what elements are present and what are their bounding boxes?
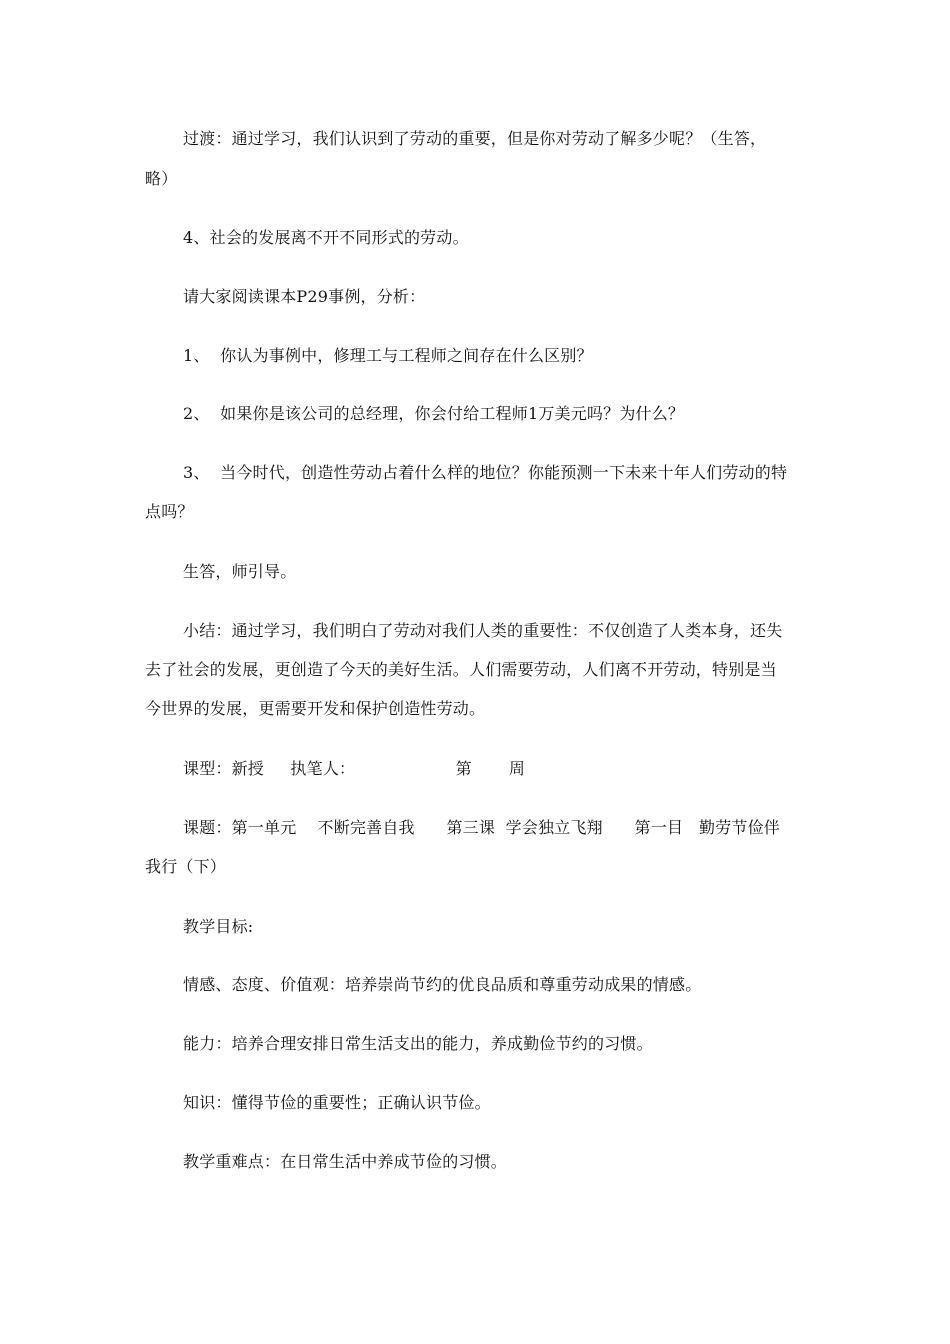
transition-paragraph-line-2: 略）	[145, 169, 178, 188]
student-answer-note: 生答，师引导。	[183, 562, 297, 581]
goal-ability: 能力：培养合理安排日常生活支出的能力，养成勤俭节约的习惯。	[183, 1034, 653, 1053]
reading-instruction: 请大家阅读课本P29事例，分析：	[183, 287, 426, 306]
teaching-key-points: 教学重难点：在日常生活中养成节俭的习惯。	[183, 1152, 508, 1171]
lesson-type-line: 课型：新授 执笔人： 第 周	[183, 759, 526, 778]
summary-line-2: 去了社会的发展，更创造了今天的美好生活。人们需要劳动，人们离不开劳动，特别是当	[145, 660, 777, 679]
lesson-topic-line-2: 我行（下）	[145, 857, 227, 876]
question-1: 1、 你认为事例中，修理工与工程师之间存在什么区别？	[183, 346, 593, 365]
summary-line-1: 小结：通过学习，我们明白了劳动对我们人类的重要性：不仅创造了人类本身，还失	[183, 621, 783, 640]
goal-emotion: 情感、态度、价值观：培养崇尚节约的优良品质和尊重劳动成果的情感。	[183, 975, 702, 994]
transition-paragraph-line-1: 过渡：通过学习，我们认识到了劳动的重要，但是你对劳动了解多少呢？（生答，	[183, 129, 767, 148]
goal-knowledge: 知识：懂得节俭的重要性；正确认识节俭。	[183, 1093, 491, 1112]
teaching-goals-heading: 教学目标:	[183, 917, 254, 936]
question-3-line-1: 3、 当今时代，创造性劳动占着什么样的地位？你能预测一下未来十年人们劳动的特	[183, 463, 788, 482]
question-3-line-2: 点吗？	[145, 502, 194, 521]
question-2: 2、 如果你是该公司的总经理，你会付给工程师1万美元吗？为什么？	[183, 404, 685, 423]
summary-line-3: 今世界的发展，更需要开发和保护创造性劳动。	[145, 699, 486, 718]
section-heading-4: 4、社会的发展离不开不同形式的劳动。	[183, 228, 469, 247]
lesson-topic-line-1: 课题：第一单元 不断完善自我 第三课 学会独立飞翔 第一目 勤劳节俭伴	[183, 818, 781, 837]
